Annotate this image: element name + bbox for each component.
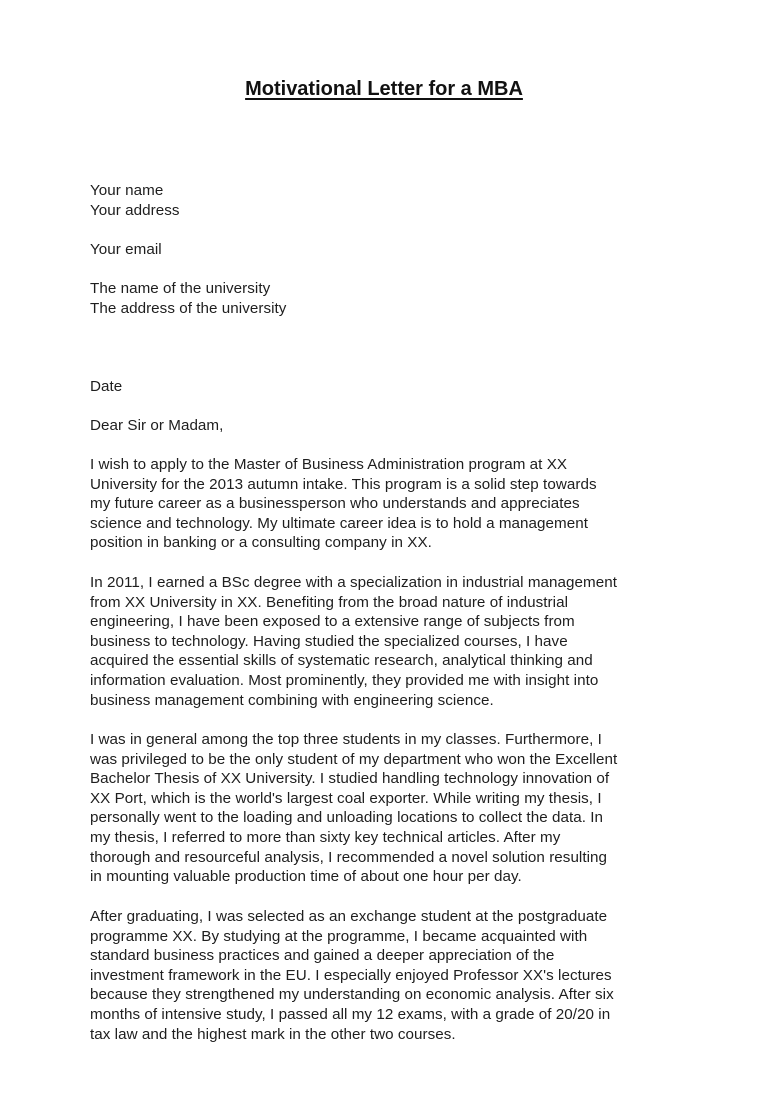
paragraph-line: my future career as a businessperson who understands and appreciates <box>90 495 580 513</box>
paragraph-line: months of intensive study, I passed all my 12 exams, with a grade of 20/20 in <box>90 1005 611 1023</box>
paragraph-line: was privileged to be the only student of my department who won the Excellent <box>90 750 618 768</box>
letter-date: Date <box>90 378 123 395</box>
paragraph-line: position in banking or a consulting company in XX. <box>90 534 432 552</box>
sender-address: Your address <box>90 201 180 219</box>
paragraph-line: science and technology. My ultimate career idea is to hold a management <box>90 514 588 532</box>
paragraph-4 <box>90 907 690 1044</box>
paragraph-1 <box>90 455 690 553</box>
paragraph-line: business management combining with engineering science. <box>90 691 494 709</box>
paragraph-line: personally went to the loading and unloading locations to collect the data. In <box>90 809 604 827</box>
sender-email: Your email <box>90 241 162 258</box>
sender-block <box>90 181 690 220</box>
paragraph-line: University for the 2013 autumn intake. This program is a solid step towards <box>90 475 597 493</box>
sender-name: Your name <box>90 182 164 199</box>
paragraph-line: XX Port, which is the world's largest coal exporter. While writing my thesis, I <box>90 789 602 807</box>
salutation: Dear Sir or Madam, <box>90 417 224 434</box>
paragraph-line: I wish to apply to the Master of Business Administration program at XX <box>90 456 568 473</box>
paragraph-line: because they strengthened my understanding on economic analysis. After six <box>90 986 614 1004</box>
university-name: The name of the university <box>90 280 271 297</box>
paragraph-line: I was in general among the top three students in my classes. Furthermore, I <box>90 731 602 748</box>
paragraph-2 <box>90 573 690 710</box>
paragraph-line: After graduating, I was selected as an exchange student at the postgraduate <box>90 908 608 925</box>
paragraph-line: Bachelor Thesis of XX University. I studied handling technology innovation of <box>90 770 610 788</box>
paragraph-line: programme XX. By studying at the programme, I became acquainted with <box>90 927 588 945</box>
paragraph-line: In 2011, I earned a BSc degree with a specialization in industrial management <box>90 574 618 591</box>
paragraph-line: acquired the essential skills of systematic research, analytical thinking and <box>90 652 593 670</box>
date-block <box>90 377 690 397</box>
paragraph-3 <box>90 730 690 887</box>
paragraph-line: engineering, I have been exposed to a extensive range of subjects from <box>90 613 575 631</box>
recipient-block <box>90 279 690 318</box>
paragraph-line: business to technology. Having studied the specialized courses, I have <box>90 632 568 650</box>
document-title: Motivational Letter for a MBA <box>245 78 523 100</box>
paragraph-line: standard business practices and gained a deeper appreciation of the <box>90 947 555 965</box>
salutation-block <box>90 416 690 436</box>
paragraph-line: from XX University in XX. Benefiting from the broad nature of industrial <box>90 593 569 611</box>
paragraph-line: my thesis, I referred to more than sixty key technical articles. After my <box>90 828 561 846</box>
paragraph-line: thorough and resourceful analysis, I recommended a novel solution resulting <box>90 848 608 866</box>
paragraph-line: tax law and the highest mark in the other two courses. <box>90 1025 456 1043</box>
paragraph-line: investment framework in the EU. I especially enjoyed Professor XX's lectures <box>90 966 612 984</box>
paragraph-line: information evaluation. Most prominently, they provided me with insight into <box>90 671 599 689</box>
university-address: The address of the university <box>90 299 287 317</box>
paragraph-line: in mounting valuable production time of about one hour per day. <box>90 868 522 886</box>
sender-email-block <box>90 240 690 260</box>
